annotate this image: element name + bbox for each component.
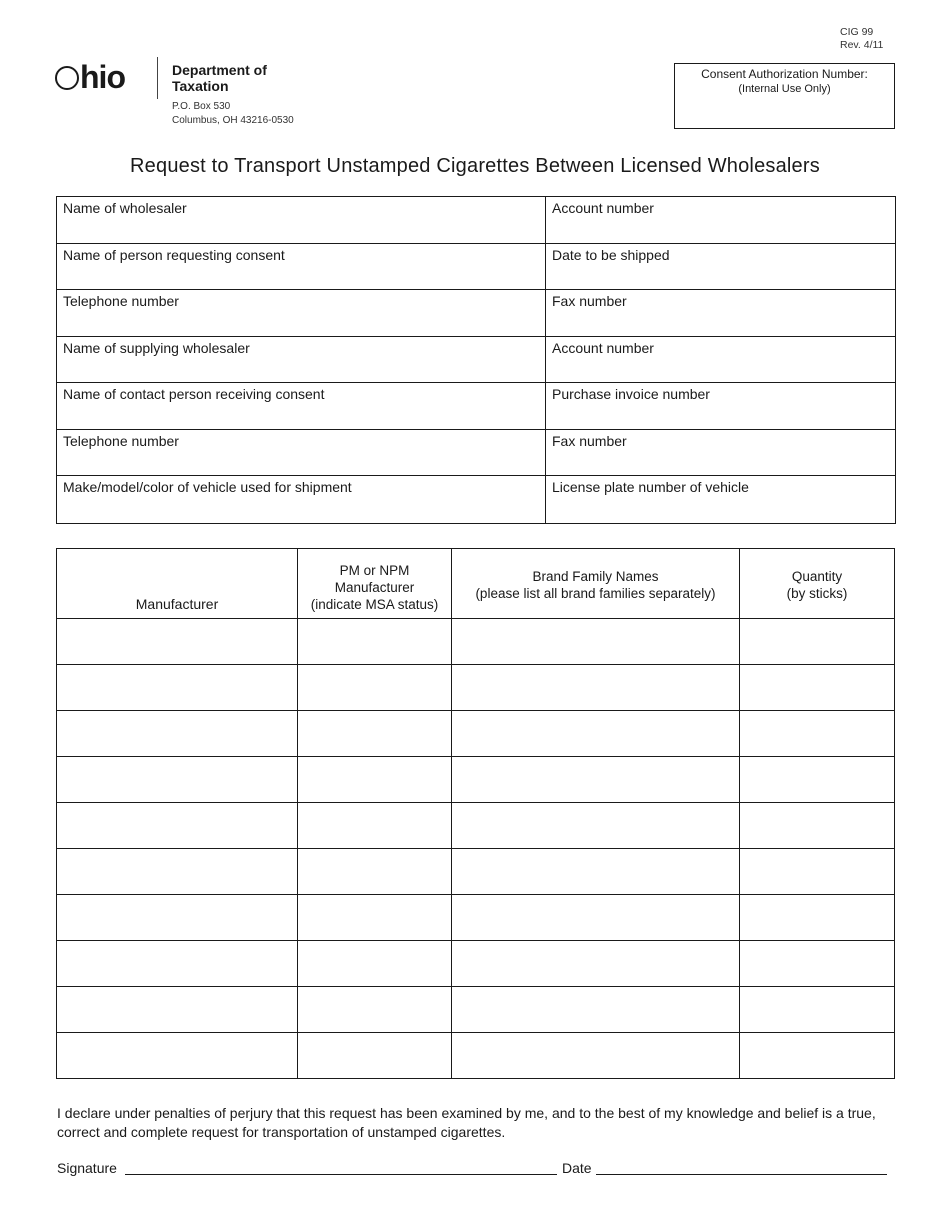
cell-quantity[interactable]	[740, 895, 895, 941]
cell-manufacturer[interactable]	[57, 987, 298, 1033]
table-row	[57, 1033, 895, 1079]
table-row	[57, 987, 895, 1033]
field-account-number[interactable]: Account number	[546, 197, 895, 244]
cell-manufacturer[interactable]	[57, 849, 298, 895]
header-brand-label: Brand Family Names	[532, 569, 659, 584]
table-row	[57, 941, 895, 987]
cell-quantity[interactable]	[740, 619, 895, 665]
cell-quantity[interactable]	[740, 941, 895, 987]
cell-brand-family[interactable]	[452, 849, 740, 895]
field-vehicle-description[interactable]: Make/model/color of vehicle used for shipment	[57, 476, 546, 523]
department-line-2: Taxation	[172, 78, 229, 94]
cell-pm-npm[interactable]	[298, 987, 452, 1033]
cell-brand-family[interactable]	[452, 941, 740, 987]
cell-manufacturer[interactable]	[57, 1033, 298, 1079]
cell-manufacturer[interactable]	[57, 757, 298, 803]
date-line[interactable]	[596, 1174, 887, 1175]
cell-pm-npm[interactable]	[298, 849, 452, 895]
cell-pm-npm[interactable]	[298, 665, 452, 711]
header-brand-family	[452, 549, 740, 619]
cell-brand-family[interactable]	[452, 619, 740, 665]
field-telephone-number[interactable]: Telephone number	[57, 290, 546, 337]
cell-brand-family[interactable]	[452, 803, 740, 849]
header-pm-line-2: Manufacturer	[334, 580, 415, 595]
table-row	[57, 849, 895, 895]
cell-manufacturer[interactable]	[57, 619, 298, 665]
header-brand-sub: (please list all brand families separately)	[475, 586, 716, 601]
table-header-row	[57, 549, 895, 619]
signature-label: Signature	[57, 1160, 117, 1176]
cell-brand-family[interactable]	[452, 711, 740, 757]
consent-note: (Internal Use Only)	[738, 83, 831, 95]
ohio-logo	[55, 57, 125, 97]
department-line-1: Department of	[172, 62, 267, 78]
logo-text: hio	[80, 59, 125, 95]
cell-manufacturer[interactable]	[57, 803, 298, 849]
field-contact-person-receiving[interactable]: Name of contact person receiving consent	[57, 383, 546, 430]
table-row	[57, 619, 895, 665]
cell-manufacturer[interactable]	[57, 665, 298, 711]
cell-quantity[interactable]	[740, 849, 895, 895]
cell-quantity[interactable]	[740, 665, 895, 711]
department-name	[172, 62, 267, 94]
header-manufacturer-label: Manufacturer	[135, 596, 219, 612]
field-purchase-invoice-number[interactable]: Purchase invoice number	[546, 383, 895, 430]
header-quantity-sub: (by sticks)	[786, 586, 848, 601]
address-line-2: Columbus, OH 43216-0530	[172, 114, 294, 126]
table-row	[57, 803, 895, 849]
header-pm-line-1: PM or NPM	[339, 563, 410, 578]
table-row	[57, 665, 895, 711]
cell-quantity[interactable]	[740, 987, 895, 1033]
cell-pm-npm[interactable]	[298, 895, 452, 941]
cell-pm-npm[interactable]	[298, 619, 452, 665]
cell-pm-npm[interactable]	[298, 711, 452, 757]
cell-quantity[interactable]	[740, 1033, 895, 1079]
field-contact-telephone[interactable]: Telephone number	[57, 430, 546, 477]
address-line-1: P.O. Box 530	[172, 101, 231, 112]
header-pm-npm	[298, 549, 452, 619]
header-manufacturer	[57, 549, 298, 619]
table-row	[57, 757, 895, 803]
department-address	[172, 100, 294, 127]
consent-authorization-box[interactable]	[674, 63, 895, 129]
cell-brand-family[interactable]	[452, 895, 740, 941]
cell-brand-family[interactable]	[452, 757, 740, 803]
cell-brand-family[interactable]	[452, 987, 740, 1033]
table-row	[57, 711, 895, 757]
date-label: Date	[562, 1160, 592, 1176]
field-person-requesting-consent[interactable]: Name of person requesting consent	[57, 244, 546, 291]
header-quantity	[740, 549, 895, 619]
cell-manufacturer[interactable]	[57, 711, 298, 757]
cell-pm-npm[interactable]	[298, 941, 452, 987]
cell-manufacturer[interactable]	[57, 941, 298, 987]
consent-label: Consent Authorization Number:	[701, 67, 868, 81]
cell-quantity[interactable]	[740, 757, 895, 803]
form-title: Request to Transport Unstamped Cigarettes Between Licensed Wholesalers	[130, 155, 820, 177]
logo-o-icon	[55, 66, 79, 90]
cell-pm-npm[interactable]	[298, 757, 452, 803]
signature-line[interactable]	[125, 1174, 557, 1175]
field-supplying-wholesaler[interactable]: Name of supplying wholesaler	[57, 337, 546, 384]
product-table-body	[57, 619, 895, 1079]
cell-pm-npm[interactable]	[298, 1033, 452, 1079]
cell-quantity[interactable]	[740, 803, 895, 849]
product-table	[56, 548, 895, 1079]
wholesaler-info-grid	[56, 196, 896, 524]
cell-brand-family[interactable]	[452, 665, 740, 711]
form-code: CIG 99	[840, 26, 874, 38]
field-license-plate[interactable]: License plate number of vehicle	[552, 479, 749, 496]
field-name-of-wholesaler[interactable]: Name of wholesaler	[57, 197, 546, 244]
logo-divider	[157, 57, 158, 99]
table-row	[57, 895, 895, 941]
field-fax-number[interactable]: Fax number	[546, 290, 895, 337]
header-quantity-label: Quantity	[791, 569, 843, 584]
form-id	[840, 26, 883, 52]
cell-brand-family[interactable]	[452, 1033, 740, 1079]
perjury-declaration: I declare under penalties of perjury that this request has been examined by me, and to the best of my knowledge and belief is a true, correct and complete request for transportation of unstamped cigarettes.	[57, 1105, 876, 1140]
cell-quantity[interactable]	[740, 711, 895, 757]
field-contact-fax[interactable]: Fax number	[546, 430, 895, 477]
cell-manufacturer[interactable]	[57, 895, 298, 941]
field-supplier-account-number[interactable]: Account number	[546, 337, 895, 384]
field-date-to-be-shipped[interactable]: Date to be shipped	[546, 244, 895, 291]
form-revision: Rev. 4/11	[840, 39, 884, 51]
cell-pm-npm[interactable]	[298, 803, 452, 849]
header-pm-sub: (indicate MSA status)	[310, 597, 439, 612]
